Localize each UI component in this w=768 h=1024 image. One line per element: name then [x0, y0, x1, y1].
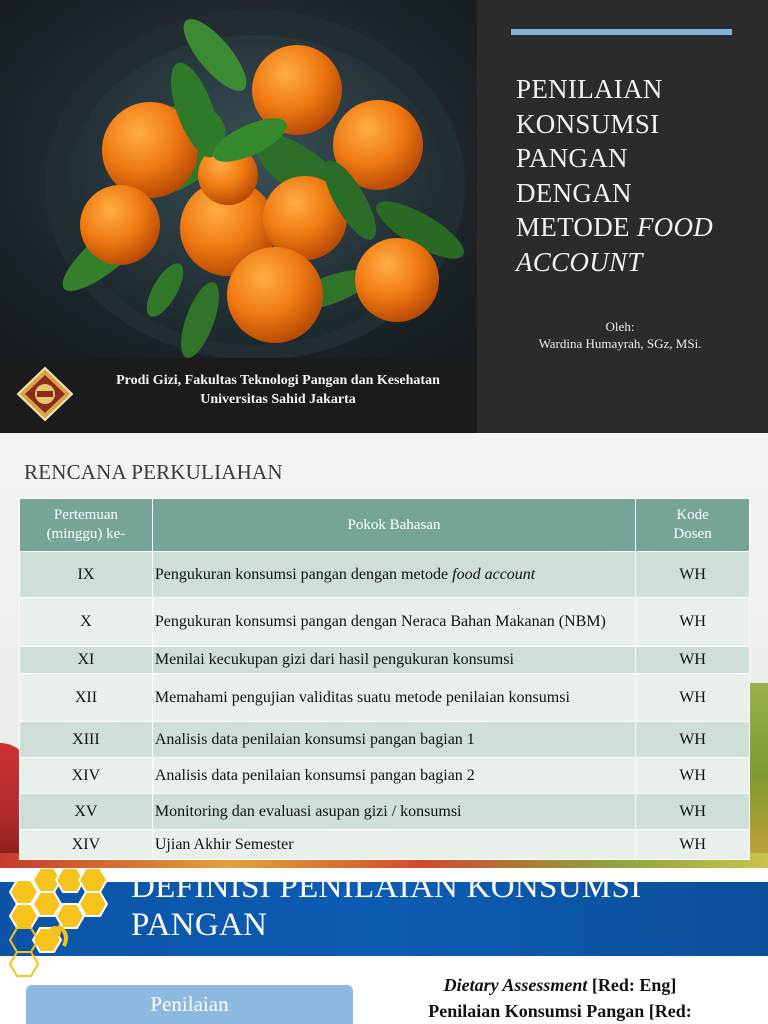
- definition-line: [380, 972, 740, 998]
- term-pill: [26, 985, 353, 1024]
- table-header-row: [20, 499, 750, 552]
- lecturer-code: WH: [636, 794, 750, 830]
- table-row: [20, 794, 750, 830]
- lecturer-code: WH: [636, 674, 750, 722]
- lecturer-code: WH: [636, 830, 750, 860]
- pill-label: Penilaian: [150, 992, 229, 1016]
- title-line: DENGAN: [516, 177, 632, 208]
- title-line: [516, 210, 756, 245]
- honeycomb-logo: [0, 868, 130, 978]
- title-line: PENILAIAN: [516, 74, 663, 104]
- lecturer-code: WH: [636, 758, 750, 794]
- institution-name: [78, 371, 478, 409]
- title-line: DEFINISI PENILAIAN KONSUMSI: [131, 869, 642, 905]
- lecturer-code: WH: [636, 722, 750, 758]
- topic-italic: food account: [452, 565, 536, 583]
- title-italic-text: ACCOUNT: [516, 246, 643, 277]
- header-line: (minggu) ke-: [46, 526, 126, 542]
- topic-cell: Analisis data penilaian konsumsi pangan bagian 1: [152, 722, 635, 758]
- meeting-number: XIV: [20, 758, 153, 794]
- table-row: [20, 758, 750, 794]
- accent-line: [511, 29, 732, 35]
- tangerine-bowl-illustration: [0, 0, 477, 358]
- table-row: [20, 722, 750, 758]
- title-line: PANGAN: [131, 907, 268, 943]
- title-line: KONSUMSI: [516, 108, 660, 139]
- definition-rest: [Red: Eng]: [587, 975, 677, 995]
- meeting-number: XIV: [20, 830, 153, 860]
- slide-heading: RENCANA PERKULIAHAN: [24, 460, 283, 484]
- definition-line: Penilaian Konsumsi Pangan [Red:: [428, 1001, 692, 1021]
- table-row: [20, 647, 750, 674]
- lecturer-code: WH: [636, 552, 750, 598]
- header-line: Kode: [676, 507, 709, 523]
- topic-cell: Menilai kecukupan gizi dari hasil pengukuran konsumsi: [152, 647, 635, 674]
- table-row: [20, 830, 750, 860]
- lecturer-code: WH: [636, 647, 750, 674]
- schedule-slide: [0, 433, 768, 868]
- schedule-table: [19, 498, 750, 860]
- column-header-meeting: [20, 499, 153, 552]
- topic-cell: Monitoring dan evaluasi asupan gizi / konsumsi: [152, 794, 635, 830]
- meeting-number: XI: [20, 647, 153, 674]
- topic-cell: Analisis data penilaian konsumsi pangan bagian 2: [152, 758, 635, 794]
- university-logo: [16, 366, 74, 422]
- column-header-code: [636, 499, 750, 552]
- title-slide: [0, 0, 768, 433]
- table-row: [20, 598, 750, 647]
- meeting-number: XII: [20, 674, 153, 722]
- title-text: METODE: [516, 212, 637, 242]
- institution-line: Prodi Gizi, Fakultas Teknologi Pangan dan Kesehatan: [116, 373, 440, 388]
- topic-text: Pengukuran konsumsi pangan dengan metode: [154, 565, 453, 583]
- topic-cell: Ujian Akhir Semester: [152, 830, 635, 860]
- title-line: [516, 245, 756, 280]
- background-vegetable-right: [750, 683, 768, 868]
- definition-title: [131, 868, 751, 944]
- table-row: [20, 674, 750, 722]
- tangerine-bowl-photo: [0, 0, 477, 358]
- header-line: Dosen: [673, 526, 712, 542]
- byline-label: Oleh:: [605, 319, 635, 334]
- header-line: Pertemuan: [53, 507, 119, 523]
- meeting-number: XV: [20, 794, 153, 830]
- meeting-number: IX: [20, 552, 153, 598]
- definition-slide: [0, 868, 768, 1024]
- meeting-number: X: [20, 598, 153, 647]
- meeting-number: XIII: [20, 722, 153, 758]
- institution-line: Universitas Sahid Jakarta: [200, 392, 356, 407]
- table-row: [20, 552, 750, 598]
- definition-text: [380, 972, 740, 1024]
- column-header-topic: Pokok Bahasan: [152, 499, 635, 552]
- title-line: PANGAN: [516, 143, 628, 173]
- topic-cell: Memahami pengujian validitas suatu metode penilaian konsumsi: [152, 674, 635, 722]
- topic-cell: Pengukuran konsumsi pangan dengan Neraca Bahan Makanan (NBM): [152, 598, 635, 647]
- presentation-title: [516, 72, 756, 279]
- author-name: Wardina Humayrah, SGz, MSi.: [538, 336, 702, 351]
- byline: [520, 318, 720, 352]
- topic-cell: [152, 552, 635, 598]
- definition-italic: Dietary Assessment: [443, 975, 588, 995]
- title-italic-text: FOOD: [636, 212, 714, 242]
- lecturer-code: WH: [636, 598, 750, 647]
